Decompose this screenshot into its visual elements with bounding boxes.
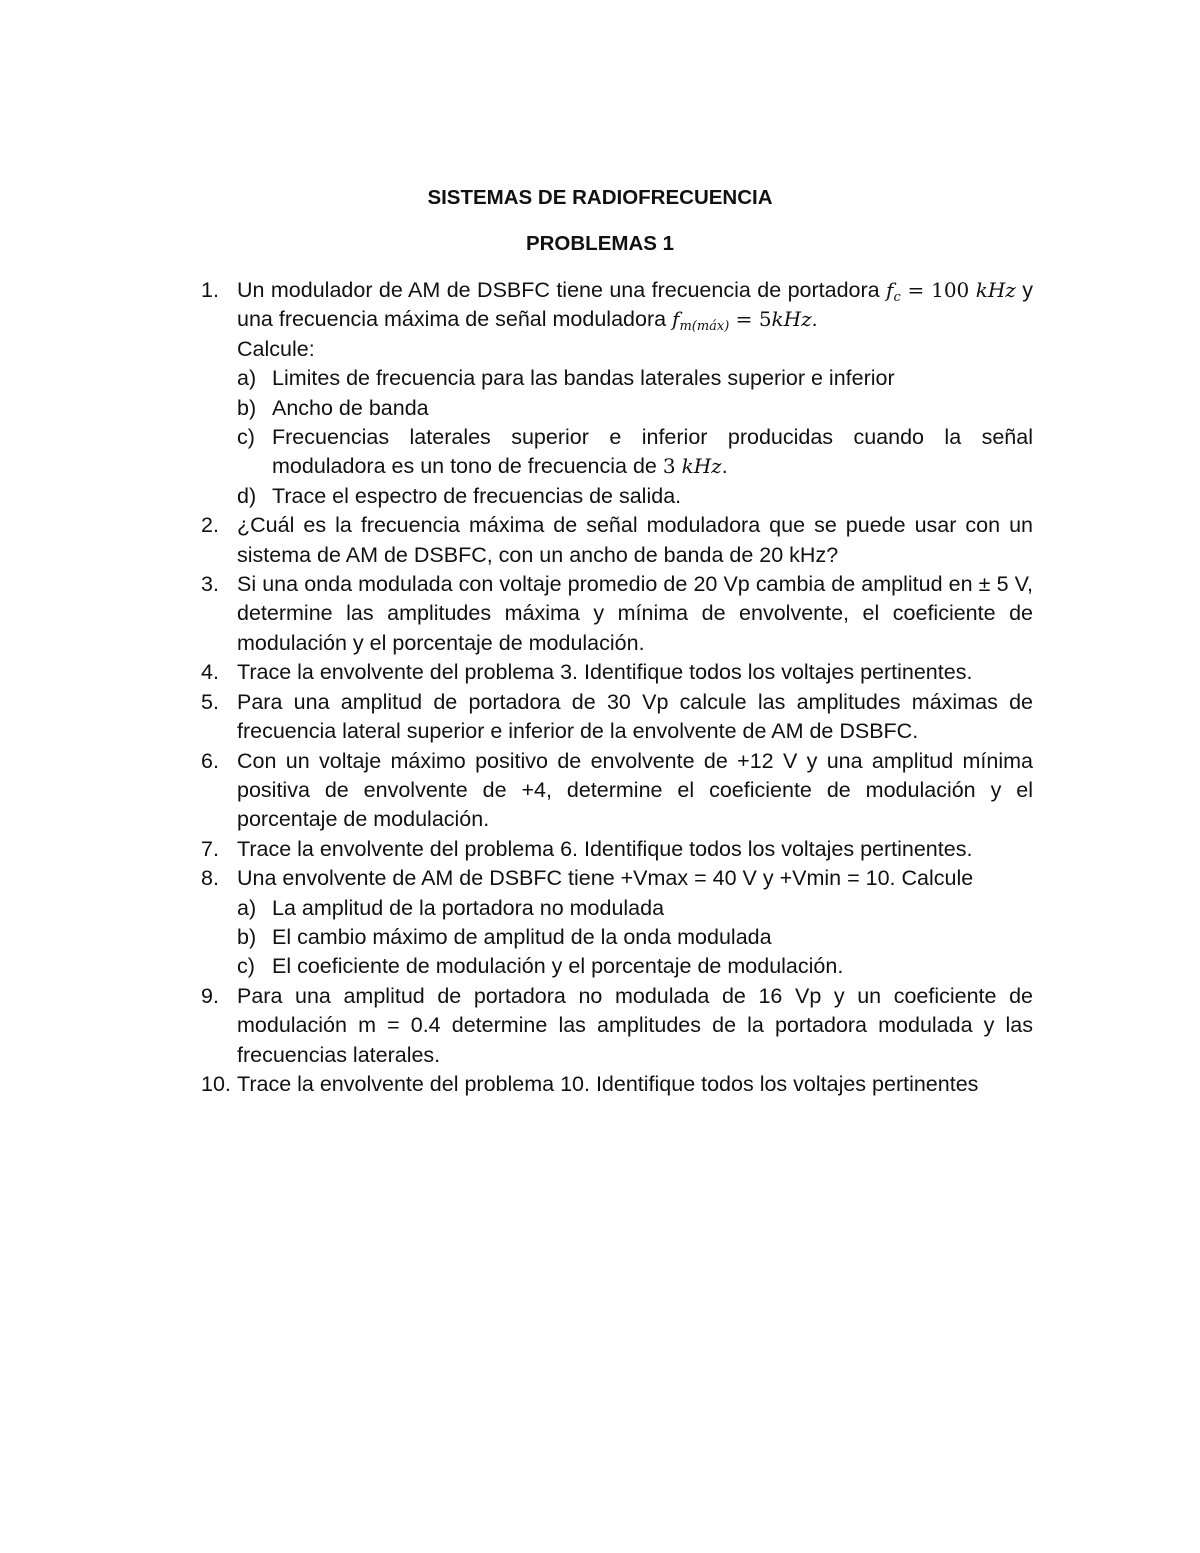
modulating-frequency-value: 5: [758, 307, 772, 332]
problem-text: Trace la envolvente del problema 3. Identifique todos los voltajes pertinentes.: [237, 660, 973, 685]
problem-set-title: PROBLEMAS 1: [525, 232, 675, 255]
problem-1: [201, 276, 1033, 511]
problem-text: ¿Cuál es la frecuencia máxima de señal moduladora que se puede usar con un sistema de AM de DSBFC, con un ancho de banda de 20 kHz?: [237, 513, 1033, 567]
problem-text: Para una amplitud de portadora no modulada de 16 Vp y un coeficiente de modulación m = 0.4 determine las amplitudes de la portadora modulada y las frecuencias laterales.: [237, 983, 1033, 1067]
problem-number: 9.: [201, 983, 219, 1008]
tone-frequency-unit: kHz: [681, 454, 722, 479]
sub-question-c: c) El coeficiente de modulación y el porcentaje de modulación.: [237, 954, 844, 979]
problem-text: Para una amplitud de portadora de 30 Vp calcule las amplitudes máximas de frecuencia lateral superior e inferior de la envolvente de AM de DSBFC.: [237, 689, 1033, 744]
problem-text: Si una onda modulada con voltaje promedio de 20 Vp cambia de amplitud en ± 5 V, determine las amplitudes máxima y mínima de envolvente, el coeficiente de modulación y el porcentaje de modulación.: [237, 572, 1033, 655]
problem-number: 8.: [201, 866, 219, 891]
problem-number: 7.: [201, 836, 219, 861]
problem-list: [201, 276, 1033, 1099]
modulating-frequency-symbol: $f_{m(máx)}$: [672, 307, 730, 335]
sub-question-list: [237, 894, 1033, 982]
problem-text: Un modulador de AM de DSBFC tiene una frecuencia de portadora: [237, 278, 880, 302]
modulating-frequency-unit: kHz: [771, 307, 812, 332]
problem-8: [201, 864, 1033, 982]
tone-frequency-value: 3: [662, 454, 676, 479]
problem-number: 2.: [201, 513, 219, 538]
calculate-label: Calcule:: [237, 336, 315, 361]
problem-2: [201, 511, 1033, 570]
problem-5: [201, 688, 1033, 747]
problem-number: 4.: [201, 660, 219, 685]
problem-statement: Un modulador de AM de DSBFC tiene una frecuencia de portadora $f_c = 100$ kHz y una frecuencia máxima de señal moduladora $f_{m(máx)} = 5kHz$.: [237, 278, 1033, 335]
problem-text: Trace la envolvente del problema 6. Identifique todos los voltajes pertinentes.: [237, 836, 973, 861]
problem-3: [201, 570, 1033, 658]
sub-question-list: [237, 364, 1033, 511]
problem-number: 1.: [201, 278, 219, 302]
problem-4: [201, 658, 1033, 687]
problem-7: [201, 835, 1033, 864]
problem-number: 3.: [201, 572, 219, 597]
course-title: SISTEMAS DE RADIOFRECUENCIA: [427, 186, 773, 209]
problem-6: [201, 747, 1033, 835]
problem-number: 10.: [201, 1071, 231, 1096]
sub-question-c: c) Frecuencias laterales superior e inferior producidas cuando la señal moduladora es un tono de frecuencia de 3 kHz.: [237, 425, 1033, 479]
carrier-frequency-value: 100: [931, 278, 970, 302]
problem-number: 5.: [201, 689, 219, 714]
sub-question-b: b) Ancho de banda: [237, 395, 429, 420]
problem-text: Con un voltaje máximo positivo de envolvente de +12 V y una amplitud mínima positiva de envolvente de +4, determine el coeficiente de modulación y el porcentaje de modulación.: [237, 748, 1033, 832]
sub-question-a: a) La amplitud de la portadora no modulada: [237, 895, 665, 920]
problem-10: [201, 1070, 1033, 1099]
problem-text: Una envolvente de AM de DSBFC tiene +Vmax = 40 V y +Vmin = 10. Calcule: [237, 866, 974, 891]
problem-9: [201, 982, 1033, 1070]
problem-number: 6.: [201, 748, 219, 773]
sub-question-d: d) Trace el espectro de frecuencias de salida.: [237, 483, 682, 508]
carrier-frequency-unit: kHz: [975, 278, 1016, 302]
carrier-frequency-symbol: $f_c$: [886, 278, 901, 305]
sub-question-a: a) Limites de frecuencia para las bandas laterales superior e inferior: [237, 366, 895, 391]
sub-question-b: b) El cambio máximo de amplitud de la onda modulada: [237, 924, 772, 949]
problem-text: Trace la envolvente del problema 10. Identifique todos los voltajes pertinentes: [237, 1071, 979, 1096]
